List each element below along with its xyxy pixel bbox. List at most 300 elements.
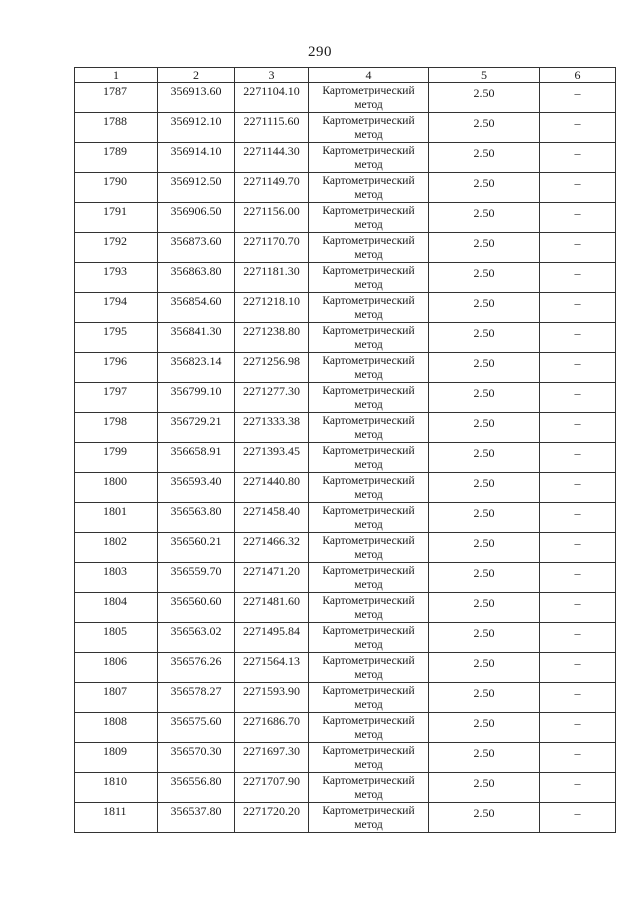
table-row bbox=[75, 413, 616, 443]
point-number: 1808 bbox=[103, 714, 127, 728]
method-line-2: метод bbox=[354, 489, 383, 501]
note: – bbox=[574, 476, 581, 490]
method-line-2: метод bbox=[354, 459, 383, 471]
coordinate-x-cell bbox=[158, 233, 235, 263]
table-row bbox=[75, 533, 616, 563]
precision-cell bbox=[429, 83, 540, 113]
method bbox=[309, 353, 428, 382]
point-number: 1810 bbox=[103, 774, 127, 788]
table-row bbox=[75, 503, 616, 533]
method-line-2: метод bbox=[354, 369, 383, 381]
point-number-cell bbox=[75, 203, 158, 233]
precision: 2.50 bbox=[473, 146, 495, 160]
table-row bbox=[75, 113, 616, 143]
coordinate-x-cell bbox=[158, 173, 235, 203]
method-cell bbox=[309, 533, 429, 563]
note: – bbox=[574, 176, 581, 190]
table-row bbox=[75, 653, 616, 683]
method-line-2: метод bbox=[354, 429, 383, 441]
point-number-cell bbox=[75, 803, 158, 833]
note-cell bbox=[540, 353, 616, 383]
note: – bbox=[574, 206, 581, 220]
page-number: 290 bbox=[308, 44, 332, 60]
method-line-1: Картометрический bbox=[322, 445, 415, 457]
method-cell bbox=[309, 263, 429, 293]
method bbox=[309, 533, 428, 562]
method-cell bbox=[309, 803, 429, 833]
coordinate-y-cell bbox=[235, 533, 309, 563]
precision-cell bbox=[429, 383, 540, 413]
method-line-1: Картометрический bbox=[322, 295, 415, 307]
method-line-2: метод bbox=[354, 249, 383, 261]
coordinate-x-cell bbox=[158, 293, 235, 323]
note: – bbox=[574, 566, 581, 580]
point-number-cell bbox=[75, 323, 158, 353]
point-number-cell bbox=[75, 653, 158, 683]
method bbox=[309, 653, 428, 682]
method-cell bbox=[309, 173, 429, 203]
point-number-cell bbox=[75, 383, 158, 413]
method bbox=[309, 563, 428, 592]
method-cell bbox=[309, 383, 429, 413]
precision: 2.50 bbox=[473, 806, 495, 820]
coordinate-x: 356560.60 bbox=[170, 594, 222, 608]
method-line-2: метод bbox=[354, 639, 383, 651]
coordinate-x-cell bbox=[158, 443, 235, 473]
point-number: 1805 bbox=[103, 624, 127, 638]
method-line-1: Картометрический bbox=[322, 385, 415, 397]
point-number: 1792 bbox=[103, 234, 127, 248]
precision: 2.50 bbox=[473, 626, 495, 640]
method bbox=[309, 203, 428, 232]
precision-cell bbox=[429, 173, 540, 203]
method-line-2: метод bbox=[354, 129, 383, 141]
column-header-1: 1 bbox=[75, 68, 158, 83]
coordinate-y-cell bbox=[235, 383, 309, 413]
method-line-2: метод bbox=[354, 219, 383, 231]
coordinate-y-cell bbox=[235, 743, 309, 773]
point-number: 1788 bbox=[103, 114, 127, 128]
method bbox=[309, 773, 428, 802]
method bbox=[309, 503, 428, 532]
point-number-cell bbox=[75, 743, 158, 773]
method bbox=[309, 113, 428, 142]
coordinate-y: 2271170.70 bbox=[243, 234, 300, 248]
precision: 2.50 bbox=[473, 536, 495, 550]
method bbox=[309, 83, 428, 112]
method bbox=[309, 323, 428, 352]
precision-cell bbox=[429, 113, 540, 143]
note: – bbox=[574, 266, 581, 280]
point-number: 1793 bbox=[103, 264, 127, 278]
coordinate-y-cell bbox=[235, 773, 309, 803]
coordinate-x: 356563.02 bbox=[170, 624, 222, 638]
point-number-cell bbox=[75, 593, 158, 623]
method-line-2: метод bbox=[354, 549, 383, 561]
method-cell bbox=[309, 773, 429, 803]
point-number-cell bbox=[75, 263, 158, 293]
coordinate-y-cell bbox=[235, 443, 309, 473]
coordinate-y: 2271686.70 bbox=[243, 714, 300, 728]
point-number-cell bbox=[75, 713, 158, 743]
point-number-cell bbox=[75, 683, 158, 713]
table-row bbox=[75, 623, 616, 653]
note-cell bbox=[540, 383, 616, 413]
precision: 2.50 bbox=[473, 356, 495, 370]
note: – bbox=[574, 776, 581, 790]
method-line-1: Картометрический bbox=[322, 595, 415, 607]
precision: 2.50 bbox=[473, 776, 495, 790]
precision: 2.50 bbox=[473, 746, 495, 760]
method-cell bbox=[309, 563, 429, 593]
point-number-cell bbox=[75, 563, 158, 593]
point-number: 1804 bbox=[103, 594, 127, 608]
coordinate-x-cell bbox=[158, 773, 235, 803]
coordinate-x: 356575.60 bbox=[170, 714, 222, 728]
method-cell bbox=[309, 473, 429, 503]
table-row bbox=[75, 773, 616, 803]
coordinate-x: 356593.40 bbox=[170, 474, 222, 488]
note: – bbox=[574, 716, 581, 730]
method-line-1: Картометрический bbox=[322, 325, 415, 337]
point-number: 1807 bbox=[103, 684, 127, 698]
precision: 2.50 bbox=[473, 116, 495, 130]
table-row bbox=[75, 563, 616, 593]
method-line-2: метод bbox=[354, 579, 383, 591]
precision-cell bbox=[429, 143, 540, 173]
point-number: 1806 bbox=[103, 654, 127, 668]
note-cell bbox=[540, 533, 616, 563]
method-line-1: Картометрический bbox=[322, 805, 415, 817]
method-line-2: метод bbox=[354, 669, 383, 681]
point-number: 1801 bbox=[103, 504, 127, 518]
point-number-cell bbox=[75, 623, 158, 653]
coordinate-y-cell bbox=[235, 653, 309, 683]
note: – bbox=[574, 296, 581, 310]
note-cell bbox=[540, 503, 616, 533]
coordinate-y: 2271697.30 bbox=[243, 744, 300, 758]
coordinate-x: 356556.80 bbox=[170, 774, 222, 788]
note-cell bbox=[540, 473, 616, 503]
coordinate-y: 2271149.70 bbox=[243, 174, 300, 188]
coordinate-x-cell bbox=[158, 743, 235, 773]
point-number: 1790 bbox=[103, 174, 127, 188]
coordinate-y-cell bbox=[235, 473, 309, 503]
table-row bbox=[75, 443, 616, 473]
table-row bbox=[75, 143, 616, 173]
coordinate-x-cell bbox=[158, 263, 235, 293]
point-number-cell bbox=[75, 143, 158, 173]
method-line-2: метод bbox=[354, 279, 383, 291]
note: – bbox=[574, 656, 581, 670]
precision-cell bbox=[429, 293, 540, 323]
coordinates-table bbox=[74, 67, 616, 833]
coordinate-y: 2271181.30 bbox=[243, 264, 300, 278]
table-row bbox=[75, 353, 616, 383]
precision: 2.50 bbox=[473, 206, 495, 220]
method bbox=[309, 443, 428, 472]
note-cell bbox=[540, 83, 616, 113]
method bbox=[309, 143, 428, 172]
method-line-1: Картометрический bbox=[322, 175, 415, 187]
coordinate-y: 2271277.30 bbox=[243, 384, 300, 398]
method-cell bbox=[309, 83, 429, 113]
method-cell bbox=[309, 623, 429, 653]
column-header-6: 6 bbox=[540, 68, 616, 83]
point-number-cell bbox=[75, 83, 158, 113]
method bbox=[309, 713, 428, 742]
note-cell bbox=[540, 233, 616, 263]
table-row bbox=[75, 83, 616, 113]
precision: 2.50 bbox=[473, 686, 495, 700]
header-row bbox=[75, 68, 616, 83]
precision-cell bbox=[429, 743, 540, 773]
coordinate-y-cell bbox=[235, 413, 309, 443]
coordinate-x: 356537.80 bbox=[170, 804, 222, 818]
precision-cell bbox=[429, 563, 540, 593]
method bbox=[309, 803, 428, 832]
table-row bbox=[75, 713, 616, 743]
coordinate-y-cell bbox=[235, 293, 309, 323]
method-line-2: метод bbox=[354, 819, 383, 831]
method bbox=[309, 293, 428, 322]
precision: 2.50 bbox=[473, 506, 495, 520]
note-cell bbox=[540, 773, 616, 803]
column-header-2: 2 bbox=[158, 68, 235, 83]
table-row bbox=[75, 473, 616, 503]
coordinate-y-cell bbox=[235, 803, 309, 833]
point-number: 1799 bbox=[103, 444, 127, 458]
precision: 2.50 bbox=[473, 596, 495, 610]
point-number: 1789 bbox=[103, 144, 127, 158]
coordinate-x: 356863.80 bbox=[170, 264, 222, 278]
precision: 2.50 bbox=[473, 236, 495, 250]
method-line-1: Картометрический bbox=[322, 685, 415, 697]
method-line-1: Картометрический bbox=[322, 265, 415, 277]
point-number-cell bbox=[75, 503, 158, 533]
method-cell bbox=[309, 323, 429, 353]
method-line-1: Картометрический bbox=[322, 505, 415, 517]
method-line-2: метод bbox=[354, 519, 383, 531]
point-number: 1791 bbox=[103, 204, 127, 218]
coordinate-x: 356912.10 bbox=[170, 114, 222, 128]
coordinate-y: 2271593.90 bbox=[243, 684, 300, 698]
point-number: 1797 bbox=[103, 384, 127, 398]
coordinate-x: 356570.30 bbox=[170, 744, 222, 758]
table-row bbox=[75, 383, 616, 413]
column-header-5: 5 bbox=[429, 68, 540, 83]
coordinate-y: 2271256.98 bbox=[243, 354, 300, 368]
coordinate-x: 356729.21 bbox=[170, 414, 222, 428]
coordinate-x: 356823.14 bbox=[170, 354, 222, 368]
note: – bbox=[574, 146, 581, 160]
precision-cell bbox=[429, 653, 540, 683]
coordinate-x-cell bbox=[158, 653, 235, 683]
point-number-cell bbox=[75, 533, 158, 563]
coordinate-x: 356854.60 bbox=[170, 294, 222, 308]
note: – bbox=[574, 446, 581, 460]
method-line-1: Картометрический bbox=[322, 745, 415, 757]
coordinate-x: 356914.10 bbox=[170, 144, 222, 158]
coordinate-x: 356912.50 bbox=[170, 174, 222, 188]
method-cell bbox=[309, 353, 429, 383]
coordinate-y: 2271144.30 bbox=[243, 144, 300, 158]
note-cell bbox=[540, 143, 616, 173]
note: – bbox=[574, 686, 581, 700]
coordinate-y: 2271707.90 bbox=[243, 774, 300, 788]
coordinate-y-cell bbox=[235, 353, 309, 383]
coordinate-x-cell bbox=[158, 203, 235, 233]
precision-cell bbox=[429, 203, 540, 233]
coordinate-x: 356873.60 bbox=[170, 234, 222, 248]
point-number: 1798 bbox=[103, 414, 127, 428]
method-line-1: Картометрический bbox=[322, 655, 415, 667]
note-cell bbox=[540, 113, 616, 143]
coordinate-y: 2271458.40 bbox=[243, 504, 300, 518]
point-number-cell bbox=[75, 413, 158, 443]
point-number-cell bbox=[75, 293, 158, 323]
note-cell bbox=[540, 743, 616, 773]
coordinate-y: 2271238.80 bbox=[243, 324, 300, 338]
note: – bbox=[574, 356, 581, 370]
method-cell bbox=[309, 683, 429, 713]
table-row bbox=[75, 323, 616, 353]
point-number: 1794 bbox=[103, 294, 127, 308]
precision: 2.50 bbox=[473, 386, 495, 400]
coordinate-x: 356913.60 bbox=[170, 84, 222, 98]
coordinate-y-cell bbox=[235, 593, 309, 623]
precision: 2.50 bbox=[473, 656, 495, 670]
coordinate-x: 356906.50 bbox=[170, 204, 222, 218]
precision: 2.50 bbox=[473, 476, 495, 490]
method-line-1: Картометрический bbox=[322, 235, 415, 247]
method-line-2: метод bbox=[354, 729, 383, 741]
note-cell bbox=[540, 293, 616, 323]
table-row bbox=[75, 743, 616, 773]
method bbox=[309, 413, 428, 442]
precision: 2.50 bbox=[473, 176, 495, 190]
method-line-2: метод bbox=[354, 699, 383, 711]
precision-cell bbox=[429, 683, 540, 713]
coordinate-y-cell bbox=[235, 233, 309, 263]
note: – bbox=[574, 506, 581, 520]
coordinate-y: 2271156.00 bbox=[243, 204, 300, 218]
table-row bbox=[75, 173, 616, 203]
precision-cell bbox=[429, 713, 540, 743]
coordinate-x-cell bbox=[158, 413, 235, 443]
note: – bbox=[574, 326, 581, 340]
method-line-2: метод bbox=[354, 609, 383, 621]
coordinate-x: 356559.70 bbox=[170, 564, 222, 578]
coordinate-y: 2271440.80 bbox=[243, 474, 300, 488]
coordinate-x-cell bbox=[158, 323, 235, 353]
precision-cell bbox=[429, 773, 540, 803]
note-cell bbox=[540, 413, 616, 443]
coordinate-y-cell bbox=[235, 683, 309, 713]
note: – bbox=[574, 386, 581, 400]
precision: 2.50 bbox=[473, 86, 495, 100]
method-line-2: метод bbox=[354, 789, 383, 801]
point-number-cell bbox=[75, 443, 158, 473]
precision-cell bbox=[429, 533, 540, 563]
coordinate-x-cell bbox=[158, 143, 235, 173]
method-line-1: Картометрический bbox=[322, 715, 415, 727]
method-line-1: Картометрический bbox=[322, 565, 415, 577]
point-number: 1787 bbox=[103, 84, 127, 98]
precision-cell bbox=[429, 623, 540, 653]
coordinate-y-cell bbox=[235, 563, 309, 593]
method-cell bbox=[309, 593, 429, 623]
coordinate-y: 2271481.60 bbox=[243, 594, 300, 608]
table-row bbox=[75, 263, 616, 293]
coordinate-x-cell bbox=[158, 713, 235, 743]
column-header-4: 4 bbox=[309, 68, 429, 83]
method-line-2: метод bbox=[354, 759, 383, 771]
coordinate-x: 356578.27 bbox=[170, 684, 222, 698]
method-line-1: Картометрический bbox=[322, 85, 415, 97]
note-cell bbox=[540, 263, 616, 293]
method-line-2: метод bbox=[354, 309, 383, 321]
note-cell bbox=[540, 803, 616, 833]
note-cell bbox=[540, 323, 616, 353]
coordinate-y-cell bbox=[235, 173, 309, 203]
precision-cell bbox=[429, 233, 540, 263]
point-number: 1803 bbox=[103, 564, 127, 578]
method bbox=[309, 473, 428, 502]
precision-cell bbox=[429, 263, 540, 293]
method-line-1: Картометрический bbox=[322, 475, 415, 487]
precision: 2.50 bbox=[473, 446, 495, 460]
point-number-cell bbox=[75, 233, 158, 263]
coordinate-x-cell bbox=[158, 623, 235, 653]
note-cell bbox=[540, 563, 616, 593]
coordinate-x: 356658.91 bbox=[170, 444, 222, 458]
method-cell bbox=[309, 443, 429, 473]
method-line-1: Картометрический bbox=[322, 145, 415, 157]
coordinate-x-cell bbox=[158, 683, 235, 713]
precision: 2.50 bbox=[473, 716, 495, 730]
coordinate-y: 2271393.45 bbox=[243, 444, 300, 458]
method-line-1: Картометрический bbox=[322, 115, 415, 127]
coordinate-y-cell bbox=[235, 203, 309, 233]
coordinate-x-cell bbox=[158, 563, 235, 593]
method-line-2: метод bbox=[354, 99, 383, 111]
note: – bbox=[574, 416, 581, 430]
coordinate-y: 2271218.10 bbox=[243, 294, 300, 308]
method bbox=[309, 683, 428, 712]
note-cell bbox=[540, 203, 616, 233]
coordinate-y: 2271564.13 bbox=[243, 654, 300, 668]
coordinate-y-cell bbox=[235, 503, 309, 533]
method bbox=[309, 383, 428, 412]
method-cell bbox=[309, 503, 429, 533]
coordinate-x: 356560.21 bbox=[170, 534, 222, 548]
point-number-cell bbox=[75, 353, 158, 383]
note-cell bbox=[540, 683, 616, 713]
method-cell bbox=[309, 233, 429, 263]
method bbox=[309, 173, 428, 202]
coordinate-y: 2271471.20 bbox=[243, 564, 300, 578]
method-line-2: метод bbox=[354, 159, 383, 171]
note: – bbox=[574, 236, 581, 250]
coordinate-y-cell bbox=[235, 263, 309, 293]
precision-cell bbox=[429, 353, 540, 383]
column-header-3: 3 bbox=[235, 68, 309, 83]
table-row bbox=[75, 293, 616, 323]
table-row bbox=[75, 203, 616, 233]
point-number: 1796 bbox=[103, 354, 127, 368]
method-cell bbox=[309, 143, 429, 173]
